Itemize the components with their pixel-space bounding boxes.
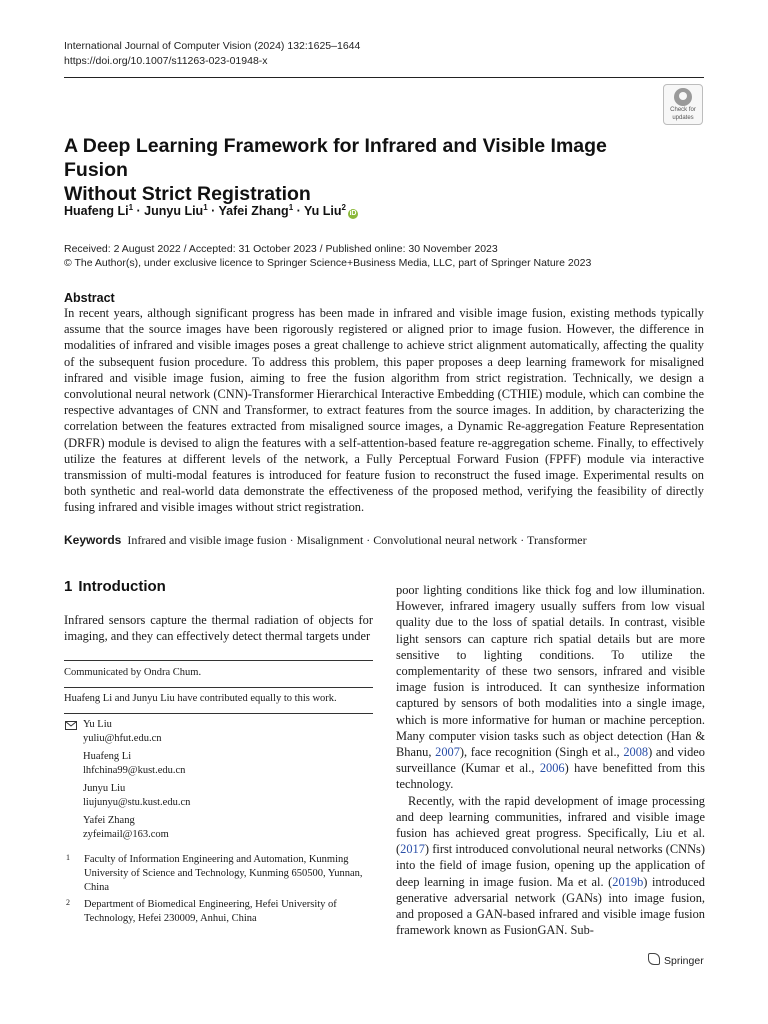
footnote-rule [64,713,373,714]
author-4: Yu Liu [304,204,342,219]
publisher-name: Springer [664,955,704,967]
author-3: Yafei Zhang [218,204,289,219]
author-1: Huafeng Li [64,204,129,219]
contact-block [83,782,190,810]
intro-paragraph-1: poor lighting conditions like thick fog and low illumination. However, infrared imagery usually suffers from low visual quality due to the loss of spatial details. In contrast, visible light sensors can capture rich spatial details but are more sensitive to lighting conditions. To utilize the complementarity of these two sensors, infrared and visible image fusion is introduced. It can synthesize information captured by sensors of both modalities into a single image, which is more informative for human or machine perception. Many computer vision tasks such as object detection (Han & Bhanu, 2007), face recognition (Singh et al., 2008) and video surveillance (Kumar et al., 2006) have benefitted from this technology. [396,583,705,792]
section-number: 1 [64,578,73,595]
section-heading [64,578,166,595]
citation-link[interactable]: 2006 [539,761,565,776]
contact-block [83,814,169,842]
citation-link[interactable]: 2007 [435,745,460,760]
check-for-updates-badge[interactable] [663,84,703,125]
section-title: Introduction [78,578,166,595]
envelope-icon [65,721,77,730]
contact-block [83,718,162,746]
author-1-affil: 1 [128,203,134,212]
contact-email[interactable]: lhfchina99@kust.edu.cn [83,765,186,776]
journal-citation: International Journal of Computer Vision (2024) 132:1625–1644 [64,40,361,52]
communicated-note: Communicated by Ondra Chum. [64,667,202,678]
affiliation-number: 1 [66,853,70,862]
doi-link[interactable]: https://doi.org/10.1007/s11263-023-01948-x [64,55,268,67]
title-line-2: Without Strict Registration [64,183,311,205]
author-2: Junyu Liu [144,204,204,219]
copyright-line: © The Author(s), under exclusive licence to Springer Science+Business Media, LLC, part of Springer Nature 2023 [64,256,592,269]
intro-paragraph-2: Recently, with the rapid development of image processing and deep learning communities, infrared and visible image fusion has achieved great progress. Specifically, Liu et al. (2017) first introduced convolutional neural networks (CNNs) into the field of image fusion, opening up the application of deep learning in image fusion. Ma et al. (2019b) introduced generative adversarial network (GANs) into image fusion, and proposed a GAN-based infrared and visible image fusion framework known as FusionGAN. Sub- [396,793,705,938]
orcid-icon[interactable]: iD [349,210,357,218]
keywords [64,533,587,548]
affiliation-number: 2 [66,898,70,907]
contact-email[interactable]: zyfeimail@163.com [83,829,169,840]
contact-block [83,750,185,778]
dates-line: Received: 2 August 2022 / Accepted: 31 October 2023 / Published online: 30 November 2023 [64,243,498,255]
citation-link[interactable]: 2017 [400,842,425,857]
contact-name: Yafei Zhang [83,815,135,826]
springer-logo-icon [648,953,660,965]
author-list [64,203,358,219]
abstract-heading: Abstract [64,291,115,305]
author-4-affil: 2 [341,203,346,212]
abstract-body: In recent years, although significant progress has been made in infrared and visible image fusion, existing methods typically assume that the source images have been rigorously registered or aligned prior to image fusion. However, the difference in modalities of infrared and visible images poses a great challenge to achieve strict alignment automatically, affecting the quality of the subsequent fusion procedure. To address this problem, this paper proposes a deep learning framework for misaligned infrared and visible image fusion, aiming to free the fusion algorithm from strict registration. Technically, we design a convolutional neural network (CNN)-Transformer Hierarchical Interactive Embedding (CTHIE) module, which can combine the respective advantages of CNN and Transformer, to extract features from the source images. In addition, by characterizing the correlation between the features extracted from misaligned source images, a Dynamic Re-aggregation Feature Representation (DRFR) module is devised to align the features with a self-attention-based feature re-aggregation scheme. Finally, to effectively utilize the features at different levels of the network, a Fully Perceptual Forward Fusion (FPFF) module via interactive transmission of multi-modal features is introduced for feature fusion to reconstruct the fused image. Experimental results on both synthetic and real-world data demonstrate the effectiveness of the proposed method, verifying the feasibility of directly fusing infrared and visible images without strict registration. [64,306,704,515]
citation-link[interactable]: 2008 [623,745,649,760]
publication-dates [64,243,591,270]
contact-name: Yu Liu [83,719,112,730]
author-2-affil: 1 [203,203,208,212]
intro-left-text: Infrared sensors capture the thermal radiation of objects for imaging, and they can effectively detect thermal targets under [64,613,373,644]
journal-header [64,39,360,69]
contact-email[interactable]: yuliu@hfut.edu.cn [83,733,162,744]
author-separator: · [133,204,145,219]
footnote-rule [64,687,373,688]
affiliation-2: Department of Biomedical Engineering, Hefei University of Technology, Hefei 230009, Anhui, China [84,899,337,924]
affiliation-1: Faculty of Information Engineering and Automation, Kunming University of Science and Technology, Kunming 650500, Yunnan, China [84,854,363,893]
title-line-1: A Deep Learning Framework for Infrared and Visible Image Fusion [64,135,607,181]
equal-contribution-note: Huafeng Li and Junyu Liu have contributed equally to this work. [64,693,337,704]
citation-link[interactable]: 2019b [612,874,644,889]
contact-email[interactable]: liujunyu@stu.kust.edu.cn [83,797,191,808]
keywords-label: Keywords [64,533,122,547]
contact-name: Junyu Liu [83,783,126,794]
check-updates-icon [674,88,692,106]
footnote-rule [64,660,373,661]
author-3-affil: 1 [288,203,294,212]
intro-right-column [396,582,705,938]
keywords-list: Infrared and visible image fusion · Misalignment · Convolutional neural network · Transformer [127,533,587,547]
publisher-footer [648,953,704,967]
author-separator: · [293,204,305,219]
author-separator: · [207,204,219,219]
header-rule [64,77,704,78]
badge-text-1: Check for [670,107,696,113]
badge-text-2: updates [672,114,694,121]
contact-name: Huafeng Li [83,751,132,762]
paper-title [64,134,664,206]
